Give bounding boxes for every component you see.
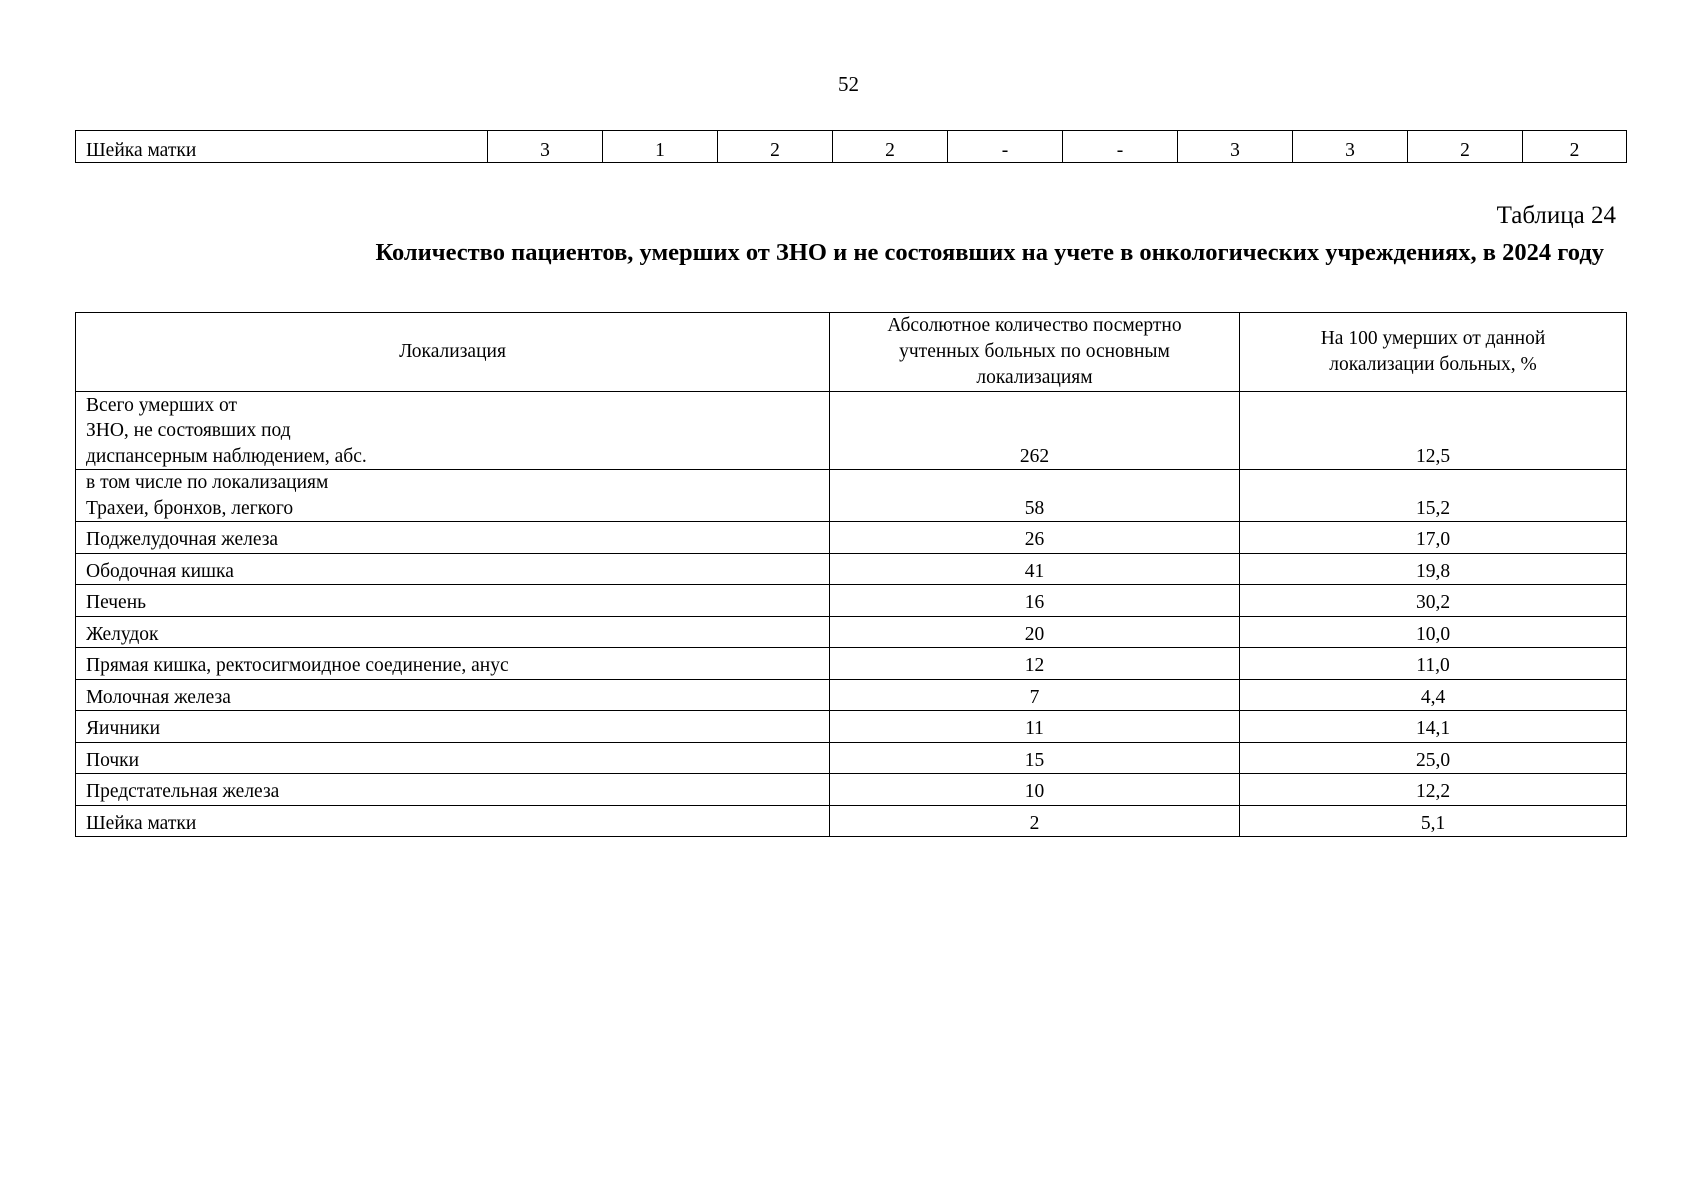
carryover-value: 2 [1523,131,1627,163]
header-absolute [830,313,1240,392]
table-row [76,522,1627,554]
header-location: Локализация [76,313,830,392]
deaths-table [75,312,1627,837]
table-row [76,774,1627,806]
table-number: Таблица 24 [1496,202,1616,229]
row-absolute: 26 [830,522,1240,554]
carryover-value: 2 [833,131,948,163]
row-per100: 12,2 [1240,774,1627,806]
row-location: Почки [76,742,830,774]
table-header-row [76,313,1627,392]
row-location: Предстательная железа [76,774,830,806]
row-location: Прямая кишка, ректосигмоидное соединение, анус [76,648,830,680]
table-row [76,553,1627,585]
row-location: Печень [76,585,830,617]
table-row [76,648,1627,680]
row-location: Яичники [76,711,830,743]
page-number: 52 [838,72,859,96]
row-absolute: 12 [830,648,1240,680]
carryover-value: 3 [1178,131,1293,163]
row-absolute: 2 [830,805,1240,837]
row-location: Ободочная кишка [76,553,830,585]
row-location: Желудок [76,616,830,648]
row-absolute: 7 [830,679,1240,711]
table-row [76,585,1627,617]
row-location: Поджелудочная железа [76,522,830,554]
table-row [76,392,1627,470]
carryover-value: 3 [488,131,603,163]
carryover-table [75,130,1627,163]
row-per100: 15,2 [1240,470,1627,522]
carryover-value: - [1063,131,1178,163]
table-row [76,679,1627,711]
carryover-value: 1 [603,131,718,163]
table-title: Количество пациентов, умерших от ЗНО и не состоявших на учете в онкологических учреждениях, в 2024 году [375,239,1604,266]
row-location: Шейка матки [76,805,830,837]
row-location: Всего умерших от ЗНО, не состоявших под диспансерным наблюдением, абс. [76,392,830,470]
carryover-value: 2 [1408,131,1523,163]
carryover-value: - [948,131,1063,163]
row-per100: 10,0 [1240,616,1627,648]
header-per100 [1240,313,1627,392]
row-per100: 17,0 [1240,522,1627,554]
table-row [76,616,1627,648]
row-per100: 5,1 [1240,805,1627,837]
table-row [76,805,1627,837]
row-absolute: 20 [830,616,1240,648]
row-per100: 25,0 [1240,742,1627,774]
row-absolute: 41 [830,553,1240,585]
row-absolute: 58 [830,470,1240,522]
row-absolute: 262 [830,392,1240,470]
table-row [76,742,1627,774]
row-per100: 11,0 [1240,648,1627,680]
table-row [76,470,1627,522]
row-location: в том числе по локализациям Трахеи, бронхов, легкого [76,470,830,522]
row-absolute: 10 [830,774,1240,806]
carryover-value: 3 [1293,131,1408,163]
header-per100-text: На 100 умерших от данной локализации больных, % [1320,328,1546,375]
row-absolute: 11 [830,711,1240,743]
carryover-value: 2 [718,131,833,163]
row-per100: 12,5 [1240,392,1627,470]
row-per100: 4,4 [1240,679,1627,711]
row-per100: 14,1 [1240,711,1627,743]
table-row [76,711,1627,743]
header-absolute-text: Абсолютное количество посмертно учтенных больных по основным локализациям [887,315,1182,388]
row-location: Молочная железа [76,679,830,711]
row-absolute: 15 [830,742,1240,774]
row-per100: 19,8 [1240,553,1627,585]
table-row [76,131,1627,163]
carryover-location: Шейка матки [76,131,488,163]
row-per100: 30,2 [1240,585,1627,617]
row-absolute: 16 [830,585,1240,617]
